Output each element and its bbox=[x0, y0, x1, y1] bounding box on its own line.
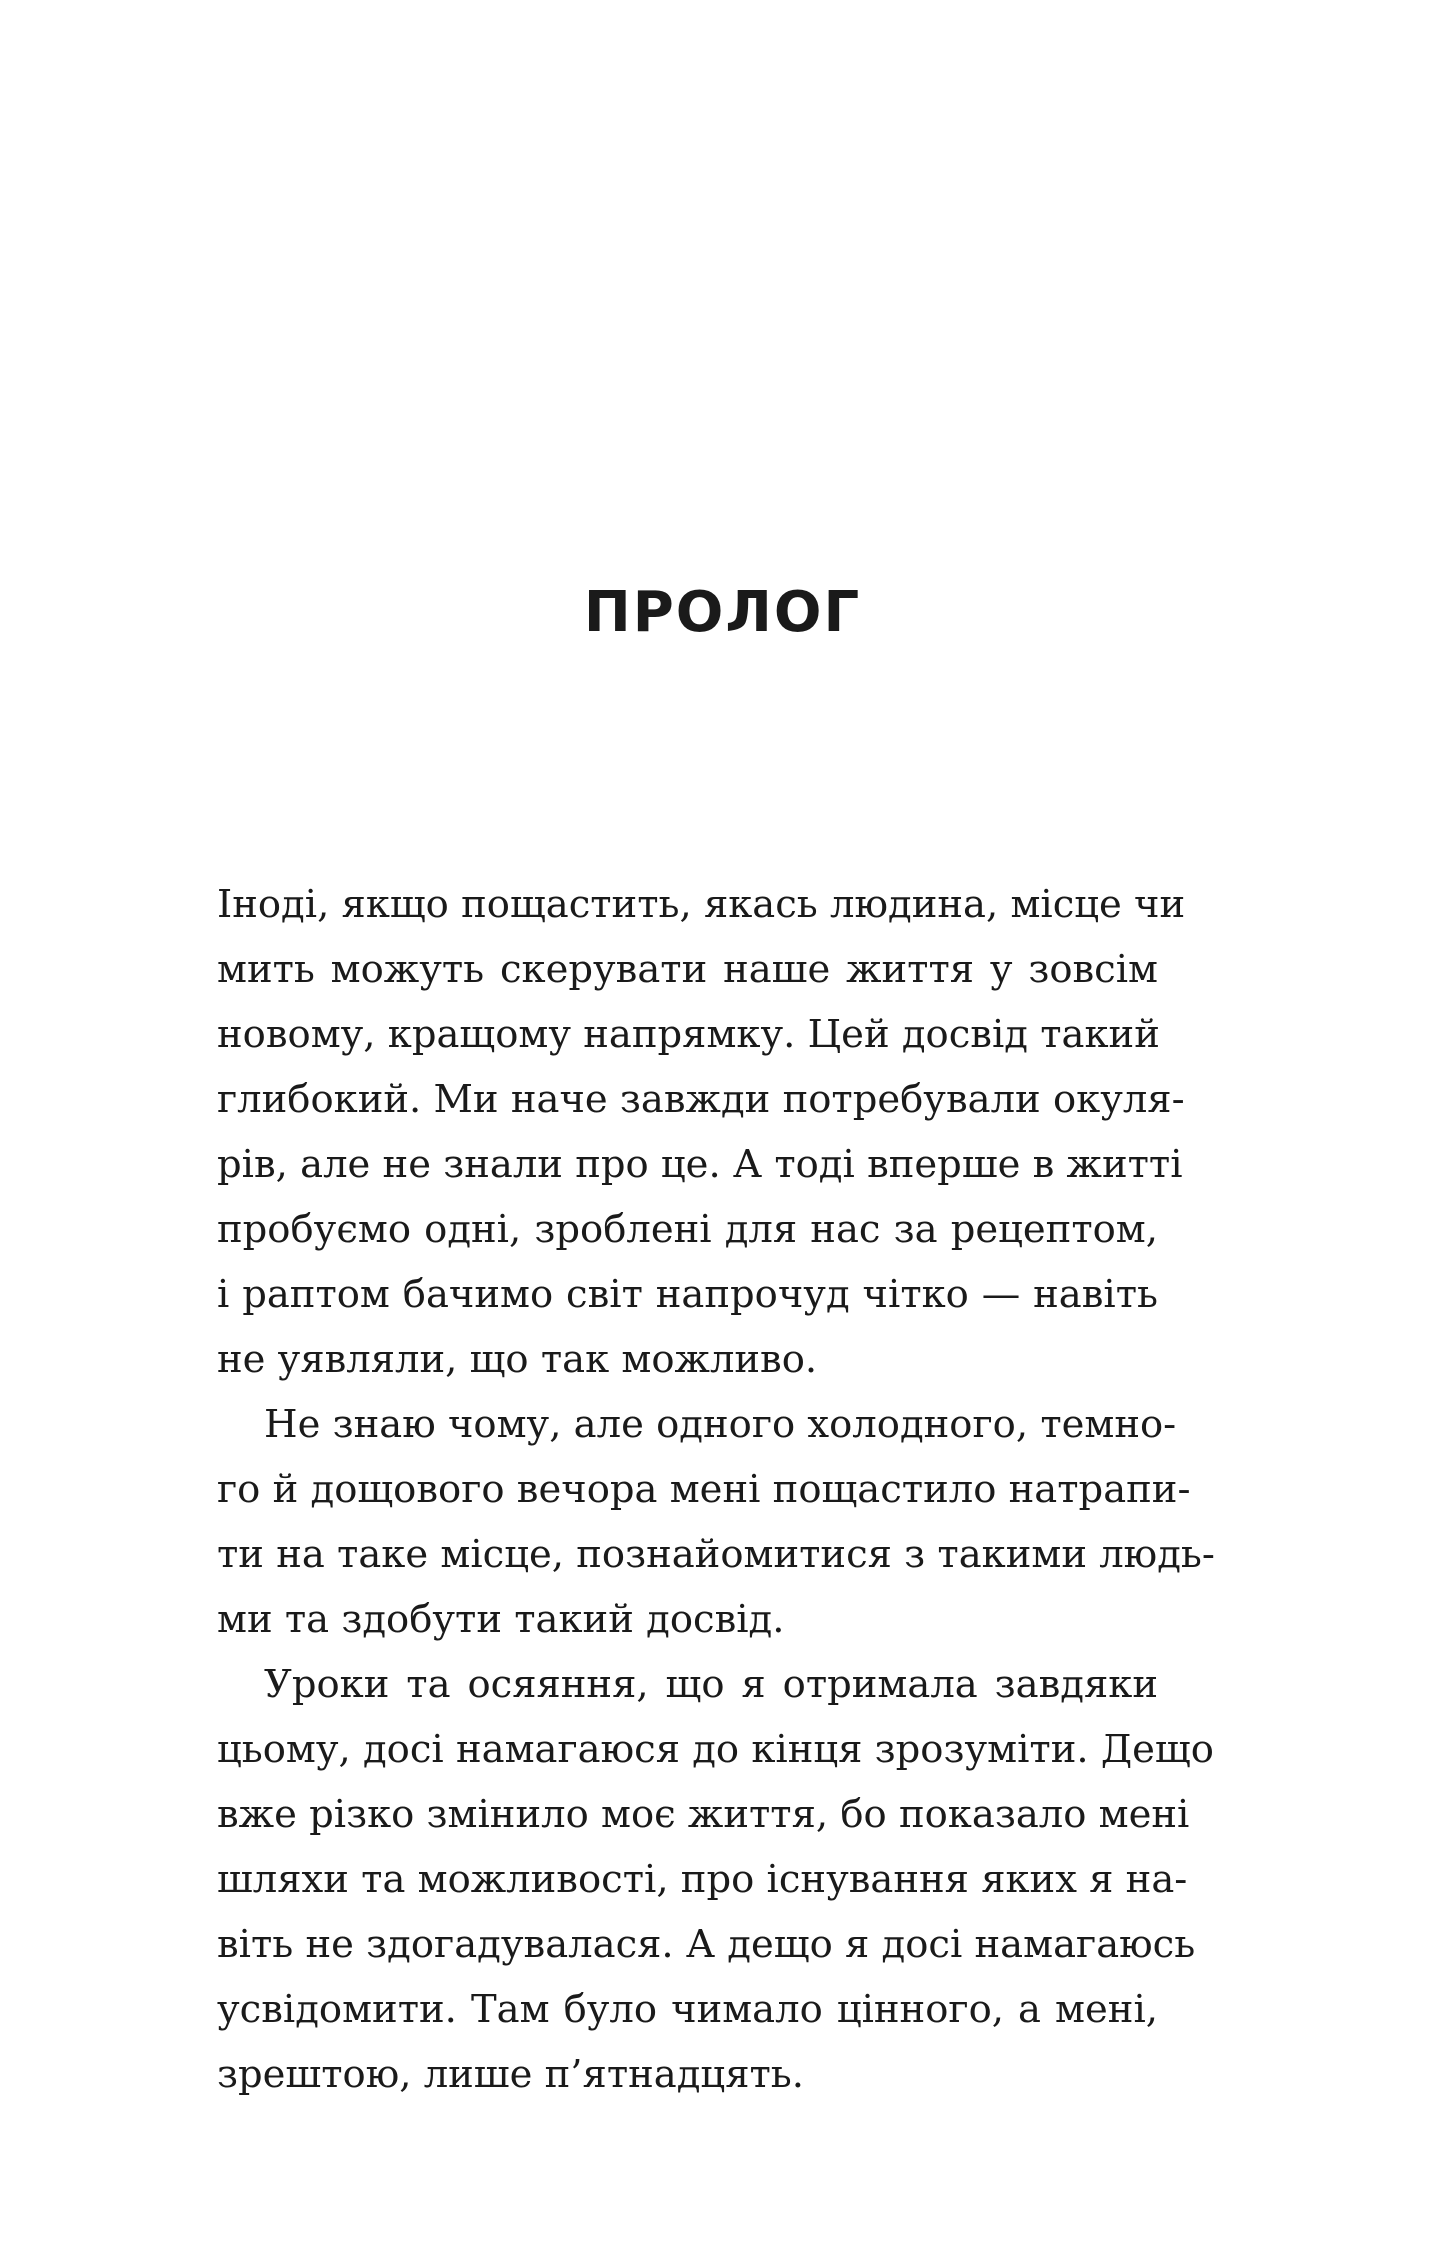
text-line: новому, кращому напрямку. Цей досвід такий bbox=[217, 1012, 1160, 1057]
text-line: пробуємо одні, зроблені для нас за рецептом, bbox=[217, 1207, 1158, 1252]
text-line: мить можуть скерувати наше життя у зовсім bbox=[217, 947, 1158, 992]
paragraph-1 bbox=[217, 872, 1186, 1392]
paragraph-2 bbox=[217, 1392, 1215, 1652]
text-line: глибокий. Ми наче завжди потребували окуля- bbox=[217, 1077, 1185, 1122]
body-text bbox=[217, 872, 1215, 2107]
text-line: не уявляли, що так можливо. bbox=[217, 1337, 818, 1382]
text-line: віть не здогадувалася. А дещо я досі намагаюсь bbox=[217, 1922, 1196, 1967]
text-line: Іноді, якщо пощастить, якась людина, місце чи bbox=[217, 882, 1186, 927]
text-line: шляхи та можливості, про існування яких я на- bbox=[217, 1857, 1188, 1902]
text-line: ми та здобути такий досвід. bbox=[217, 1597, 785, 1642]
paragraph-3 bbox=[217, 1652, 1214, 2107]
chapter-title: ПРОЛОГ bbox=[583, 580, 862, 645]
text-line: зрештою, лише п’ятнадцять. bbox=[217, 2052, 804, 2097]
text-line: Не знаю чому, але одного холодного, темно- bbox=[264, 1402, 1177, 1447]
text-line: ти на таке місце, познайомитися з такими людь- bbox=[217, 1532, 1215, 1577]
text-line: і раптом бачимо світ напрочуд чітко — навіть bbox=[217, 1272, 1158, 1317]
text-line: цьому, досі намагаюся до кінця зрозуміти. Дещо bbox=[217, 1727, 1214, 1772]
text-line: Уроки та осяяння, що я отримала завдяки bbox=[264, 1662, 1158, 1707]
text-line: вже різко змінило моє життя, бо показало мені bbox=[217, 1792, 1190, 1837]
text-line: усвідомити. Там було чимало цінного, а мені, bbox=[217, 1987, 1158, 2032]
text-line: го й дощового вечора мені пощастило натрапи- bbox=[217, 1467, 1191, 1512]
text-line: рів, але не знали про це. А тоді вперше в житті bbox=[217, 1142, 1183, 1187]
